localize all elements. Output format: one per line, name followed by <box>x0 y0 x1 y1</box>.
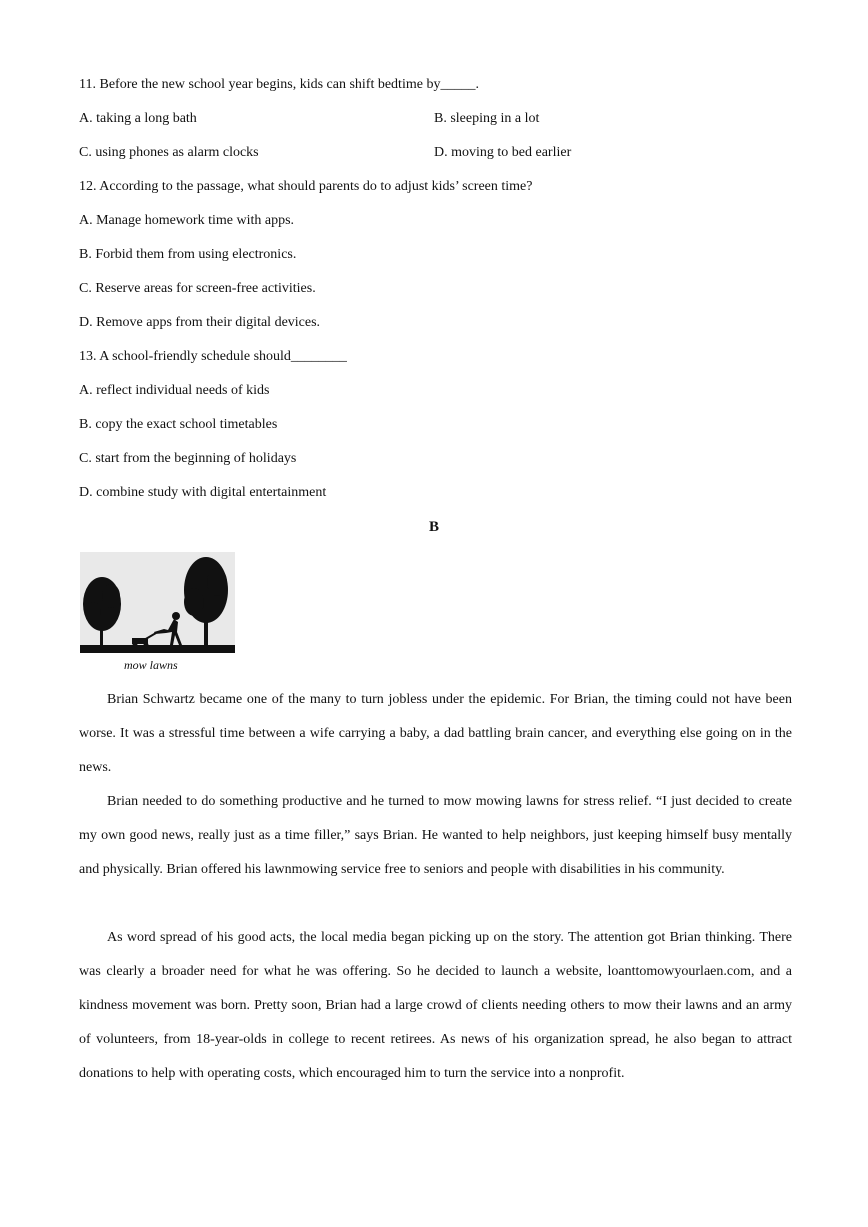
section-heading: B <box>428 519 439 535</box>
question-13-option-b: B. copy the exact school timetables <box>79 417 278 432</box>
question-12-option-a: A. Manage homework time with apps. <box>79 213 295 228</box>
question-13-option-d: D. combine study with digital entertainment <box>79 485 327 500</box>
question-12-option-b: B. Forbid them from using electronics. <box>79 247 297 262</box>
question-11-option-c: C. using phones as alarm clocks <box>79 145 259 160</box>
question-11-option-d: D. moving to bed earlier <box>434 145 572 160</box>
question-12-option-d: D. Remove apps from their digital devices. <box>79 315 321 330</box>
passage-paragraph-2: Brian needed to do something productive and he turned to mow mowing lawns for stress relief. “I just decided to create my own good news, really just as a time filler,” says Brian. He wanted to help neighbors, just keeping himself busy mentally and physically. Brian offered his lawnmowing service free to seniors and people with disabilities in his community. <box>79 794 792 877</box>
passage-paragraph-1: Brian Schwartz became one of the many to turn jobless under the epidemic. For Brian, the timing could not have been worse. It was a stressful time between a wife carrying a baby, a dad battling brain cancer, and everything else going on in the news. <box>79 692 792 775</box>
question-13-stem: 13. A school-friendly schedule should________ <box>79 349 347 364</box>
mowing-silhouette-image <box>80 552 235 653</box>
question-11-stem: 11. Before the new school year begins, kids can shift bedtime by_____. <box>79 77 479 92</box>
question-12-stem: 12. According to the passage, what should parents do to adjust kids’ screen time? <box>79 179 533 194</box>
question-11-option-a: A. taking a long bath <box>79 111 197 126</box>
question-13-option-a: A. reflect individual needs of kids <box>79 383 270 398</box>
figure-caption: mow lawns <box>124 658 178 672</box>
question-13-option-c: C. start from the beginning of holidays <box>79 451 297 466</box>
question-11-option-b: B. sleeping in a lot <box>434 111 540 126</box>
passage-paragraph-3: As word spread of his good acts, the local media began picking up on the story. The attention got Brian thinking. There was clearly a broader need for what he was offering. So he decided to launch a website, loanttomowyourlaen.com, and a kindness movement was born. Pretty soon, Brian had a large crowd of clients needing others to mow their lawns and an army of volunteers, from 18-year-olds in college to recent retirees. As news of his organization spread, he also began to attract donations to help with operating costs, which encouraged him to turn the service into a nonprofit. <box>79 930 792 1081</box>
question-12-option-c: C. Reserve areas for screen-free activities. <box>79 281 316 296</box>
